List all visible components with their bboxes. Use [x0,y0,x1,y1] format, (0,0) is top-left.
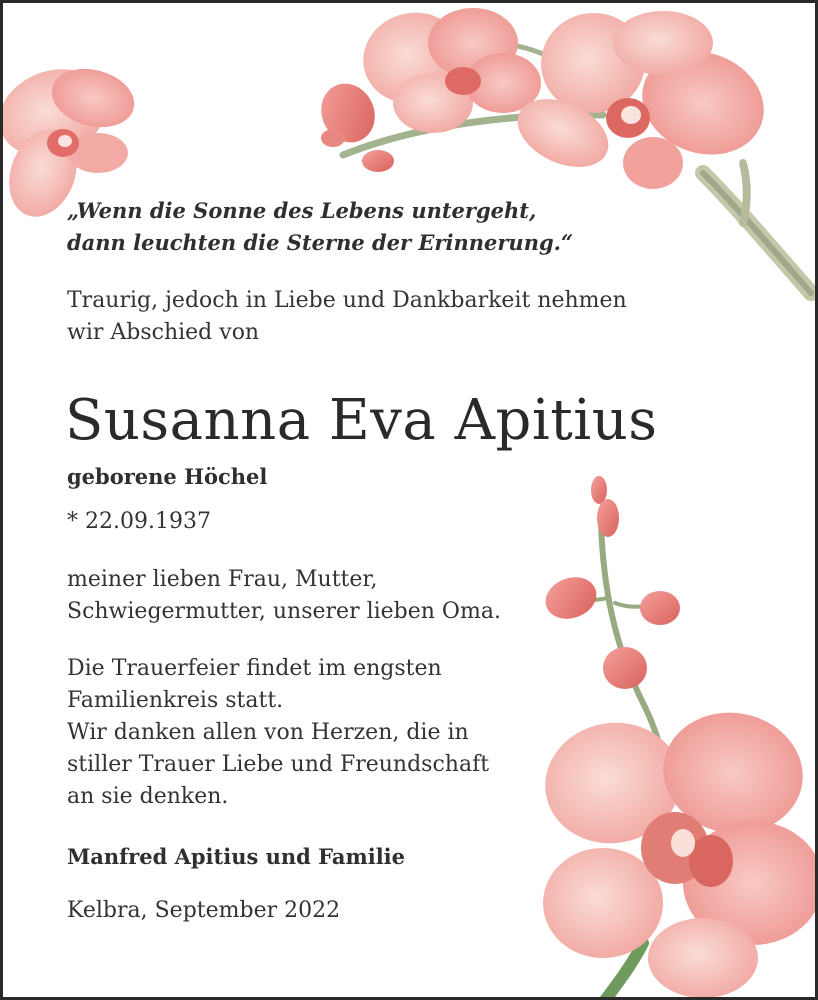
deceased-name: Susanna Eva Apitius [65,388,658,453]
intro-line: Traurig, jedoch in Liebe und Dankbarkeit nehmen [67,288,627,313]
service-line: Die Trauerfeier findet im engsten [67,656,442,681]
quote-line: dann leuchten die Sterne der Erinnerung.“ [67,230,574,255]
service-line: Wir danken allen von Herzen, die in [67,720,469,745]
intro-line: wir Abschied von [67,320,260,345]
signed-by: Manfred Apitius und Familie [67,844,406,869]
memorial-quote [67,195,573,259]
quote-line: „Wenn die Sonne des Lebens untergeht, [67,198,537,223]
place-date: Kelbra, September 2022 [67,898,341,923]
service-line: Familienkreis statt. [67,688,284,713]
intro-text [67,285,627,349]
birth-date: * 22.09.1937 [67,509,211,534]
service-text [67,653,489,813]
birth-name: geborene Höchel [67,464,268,489]
relation-line: Schwiegermutter, unserer lieben Oma. [67,599,501,624]
obituary-text [3,3,818,1000]
service-line: stiller Trauer Liebe und Freundschaft [67,752,490,777]
relation-line: meiner lieben Frau, Mutter, [67,567,378,592]
relation-text [67,564,501,628]
service-line: an sie denken. [67,784,229,809]
